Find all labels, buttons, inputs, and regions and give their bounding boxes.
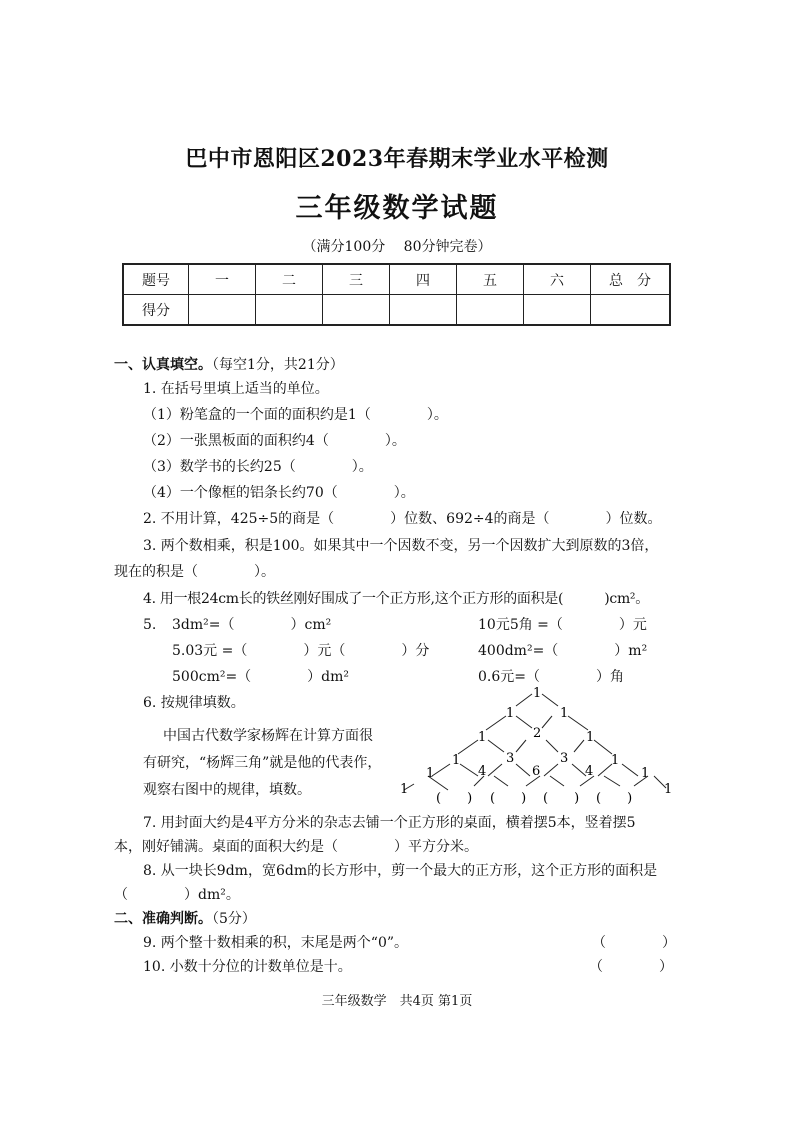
triangle-number: 3 [506,751,515,766]
question-10-answer[interactable]: （ ） [589,959,673,975]
question-5-b: 10元5角 =（ ）元 [478,617,647,633]
question-5-f: 0.6元=（ ）角 [478,669,624,685]
triangle-number: 1 [586,730,595,745]
question-3-line1: 3. 两个数相乘，积是100。如果其中一个因数不变，另一个因数扩大到原数的3倍， [143,538,659,554]
question-1-4: （4）一个像框的铝条长约70（ ）。 [143,485,415,501]
section2-points: （5分） [212,911,256,927]
question-10: 10. 小数十分位的计数单位是十。 [143,959,352,975]
score-table [122,263,671,326]
score-input-cell[interactable] [457,295,524,326]
question-5-e: 500cm²=（ ）dm² [172,669,350,685]
triangle-number: 2 [533,726,542,741]
question-5-c: 5.03元 =（ ）元（ ）分 [172,643,430,659]
question-3-line2: 现在的积是（ ）。 [114,564,275,580]
score-cell: 二 [256,264,323,295]
triangle-number: 1 [641,766,650,781]
score-input-cell[interactable] [591,295,671,326]
question-7-line1: 7. 用封面大约是4平方分米的杂志去铺一个正方形的桌面，横着摆5本，竖着摆5 [143,815,636,831]
question-8-line2: （ ）dm²。 [114,887,240,903]
score-input-cell[interactable] [390,295,457,326]
question-9: 9. 两个整十数相乘的积，末尾是两个“0”。 [143,935,409,951]
triangle-number: 1 [400,782,409,797]
question-1: 1. 在括号里填上适当的单位。 [143,381,329,397]
score-cell: 四 [390,264,457,295]
score-cell: 一 [189,264,256,295]
score-input-cell[interactable] [256,295,323,326]
triangle-number: 1 [533,686,542,701]
score-cell: 六 [524,264,591,295]
question-6-text-line3: 观察右图中的规律，填数。 [143,782,311,798]
exam-note: （满分100分 80分钟完卷） [302,239,492,255]
score-cell: 题号 [123,264,189,295]
triangle-blank[interactable]: ( ) [596,791,633,806]
triangle-number: 1 [426,766,435,781]
triangle-number: 4 [478,764,487,779]
yanghui-triangle-diagram [398,682,678,810]
score-table-score-row [123,295,670,326]
score-cell: 三 [323,264,390,295]
triangle-number: 1 [611,753,620,768]
score-cell: 总 分 [591,264,671,295]
question-7-line2: 本，刚好铺满。桌面的面积大约是（ ）平方分米。 [114,839,478,855]
exam-subtitle: 三年级数学试题 [295,193,499,224]
triangle-number: 1 [478,730,487,745]
triangle-number: 3 [560,751,569,766]
triangle-number: 4 [585,764,594,779]
triangle-number: 1 [664,782,673,797]
question-1-1: （1）粉笔盒的一个面的面积约是1（ ）。 [143,407,448,423]
triangle-blank[interactable]: ( ) [490,791,527,806]
question-5-a: 3dm²=（ ）cm² [172,617,332,633]
section1-points: （每空1分，共21分） [212,357,344,373]
section1-heading: 一、认真填空。 [114,357,212,373]
question-1-3: （3）数学书的长约25（ ）。 [143,459,373,475]
question-6-text-line2: 有研究，“杨辉三角”就是他的代表作， [143,755,382,771]
section2-heading-line [114,910,256,928]
score-cell: 五 [457,264,524,295]
triangle-number: 1 [506,706,515,721]
section2-heading: 二、准确判断。 [114,911,212,927]
triangle-blank[interactable]: ( ) [543,791,580,806]
question-4: 4. 用一根24cm长的铁丝刚好围成了一个正方形,这个正方形的面积是( )cm²。 [143,591,649,607]
score-input-cell[interactable] [189,295,256,326]
triangle-number: 1 [452,753,461,768]
question-1-2: （2）一张黑板面的面积约4（ ）。 [143,433,406,449]
score-table-header-row [123,264,670,295]
question-9-answer[interactable]: （ ） [592,935,676,951]
score-cell: 得分 [123,295,189,326]
triangle-number: 1 [560,706,569,721]
question-2: 2. 不用计算，425÷5的商是（ ）位数、692÷4的商是（ ）位数。 [143,511,662,527]
question-5-number: 5. [143,617,157,633]
question-6-text-line1: 中国古代数学家杨辉在计算方面很 [163,728,373,744]
section1-heading-line [114,356,344,374]
question-5-d: 400dm²=（ ）m² [478,643,648,659]
exam-title: 巴中市恩阳区2023年春期末学业水平检测 [185,146,609,172]
score-input-cell[interactable] [323,295,390,326]
triangle-number: 6 [532,764,541,779]
triangle-blank[interactable]: ( ) [436,791,473,806]
question-6: 6. 按规律填数。 [143,695,245,711]
score-input-cell[interactable] [524,295,591,326]
question-8-line1: 8. 从一块长9dm，宽6dm的长方形中，剪一个最大的正方形，这个正方形的面积是 [143,863,658,879]
page-footer: 三年级数学 共4页 第1页 [321,994,473,1009]
